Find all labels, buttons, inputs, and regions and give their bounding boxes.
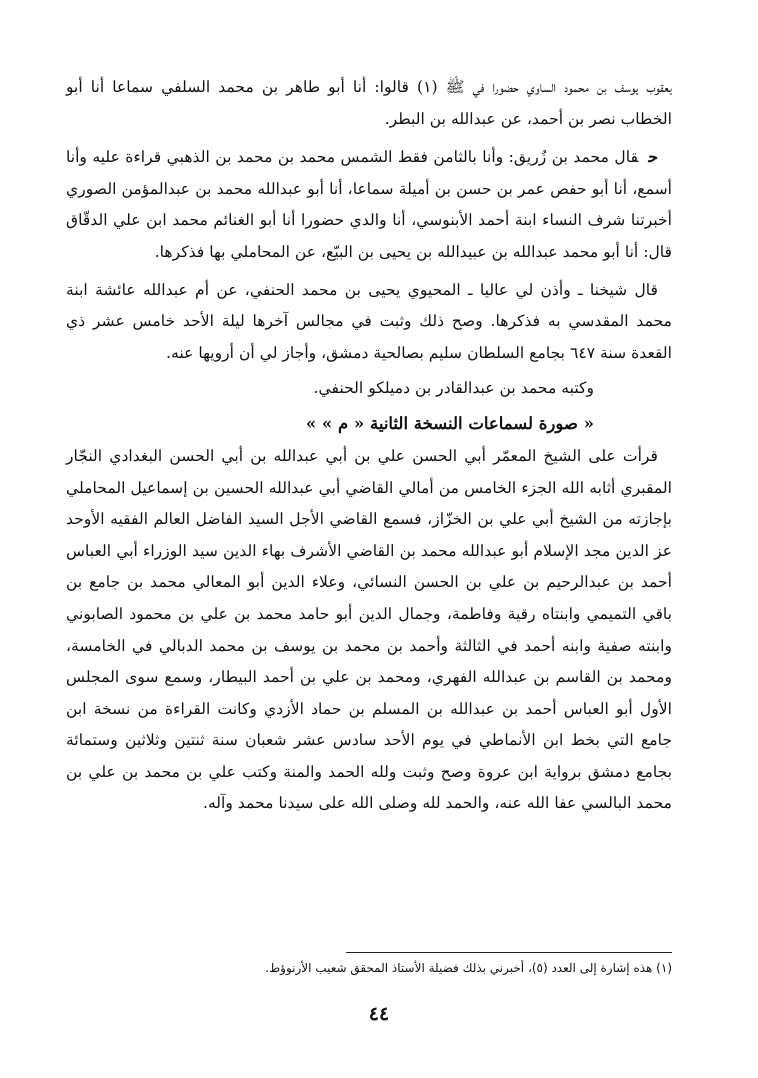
footnote: (١) هذه إشارة إلى العدد (٥)، أخبرني بذلك فضيلة الأستاذ المحقق شعيب الأرنوؤط. xyxy=(265,961,672,975)
paragraph-chain-zuraiq xyxy=(66,141,672,268)
paragraph-chain-salafi: يعقوب يوسف بن محمود الساوي حضورا في ﷺ (١) قالوا: أنا أبو طاهر بن محمد السلفي سماعا أنا أبو الخطاب نصر بن أحمد، عن عبدالله بن البطر. xyxy=(66,78,672,128)
paragraph-sama-record: قرأت على الشيخ المعمّر أبي الحسن علي بن أبي عبدالله بن أبي الحسن البغدادي النجّار المقبري أثابه الله الجزء الخامس من أمالي القاضي أبي عبدالله الحسين بن إسماعيل المحاملي بإجازته من الشيخ أبي علي بن الخزّاز، فسمع القاضي الأجل السيد الفاضل العالم الفقيه الأوحد عز الدين مجد الإسلام أبو عبدالله محمد بن القاضي الأشرف بهاء الدين سيد الوزراء أبي العباس أحمد بن عبدالرحيم بن علي بن الحسن النسائي، وعلاء الدين أبو المعالي محمد بن جامع بن باقي التميمي وابنتاه رقية وفاطمة، وجمال الدين أبو حامد محمد بن علي بن محمود الصابوني وابنته صفية وابنه أحمد في الثالثة وأحمد بن محمد بن يوسف بن محمد الدبالي في الخامسة، ومحمد بن القاسم بن عبدالله الفهري، ومحمد بن علي بن أحمد البيطار، وسمع سوى المجلس الأول أبو العباس أحمد بن عبدالله بن المسلم بن حماد الأزدي وكانت القراءة من نسخة ابن جامع التي بخط ابن الأنماطي في يوم الأحد سادس عشر شعبان سنة ثنتين وثلاثين وستمائة بجامع دمشق برواية ابن عروة وصح وثبت ولله الحمد والمنة وكتب علي بن محمد بن علي بن محمد البالسي عفا الله عنه، والحمد لله وصلى الله على سيدنا محمد وآله. xyxy=(66,446,672,813)
footnote-divider xyxy=(346,952,672,953)
paragraph-shaykh-statement: قال شيخنا ـ وأذن لي عاليا ـ المحيوي يحيى بن محمد الحنفي، عن أم عبدالله عائشة ابنة محمد المقدسي به فذكرها. وصح ذلك وثبت في مجالس آخرها ليلة الأحد خامس عشر ذي القعدة سنة ٦٤٧ بجامع السلطان سليم بصالحية دمشق، وأجاز لي أن أرويها عنه. xyxy=(66,280,672,362)
scribe-signature: وكتبه محمد بن عبدالقادر بن دميلكو الحنفي. xyxy=(313,379,594,398)
paragraph-text: قال محمد بن زُريق: وأنا بالثامن فقط الشمس محمد بن محمد بن الذهبي قراءة عليه وأنا أسمع، أنا أبو حفص عمر بن حسن بن أميلة سماعا، أنا أبو عبدالله محمد بن عبدالمؤمن الصوري أخبرتنا شرف النساء ابنة أحمد الأبنوسي، أنا والدي حضورا أنا أبو الغنائم محمد ابن علي الدقّاق قال: أنا أبو محمد عبدالله بن عبيدالله بن يحيى بن البيّع، عن المحاملي بها فذكرها. xyxy=(66,148,672,261)
section-heading: « صورة لسماعات النسخة الثانية « م » » xyxy=(305,413,594,433)
page-number: ٤٤ xyxy=(368,1003,390,1025)
tahwil-marker: ح xyxy=(648,147,658,167)
